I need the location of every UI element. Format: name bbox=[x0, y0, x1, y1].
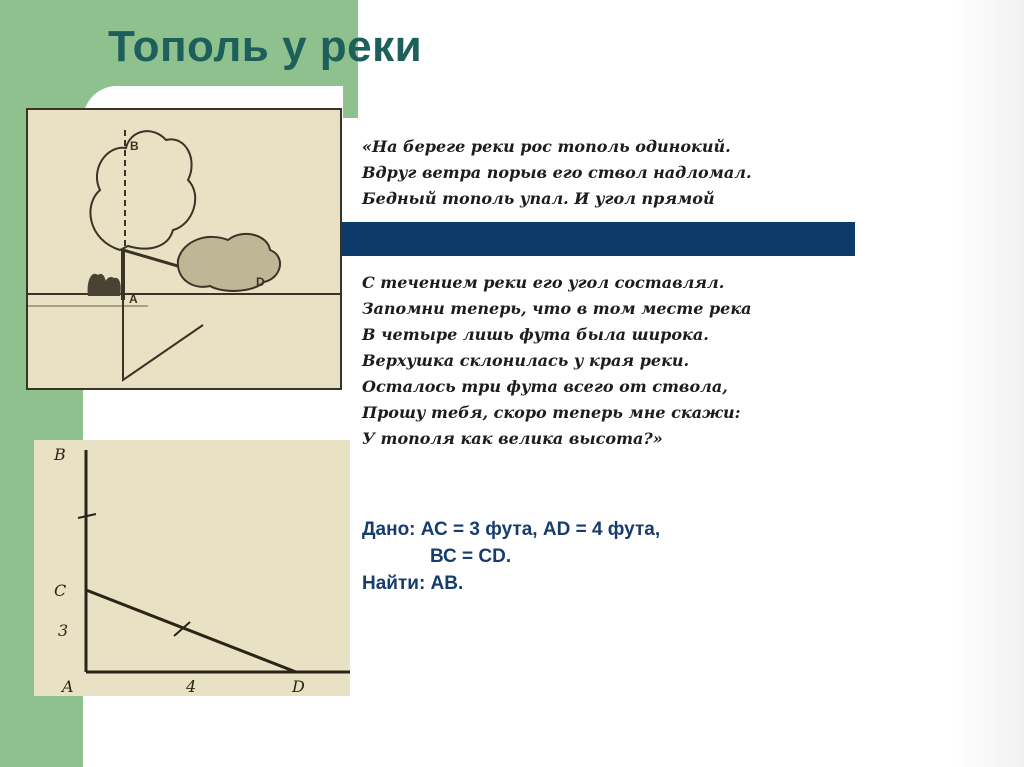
poem-line: С течением реки его угол составлял. bbox=[362, 273, 725, 292]
photo-label-a: A bbox=[129, 292, 138, 306]
poem-line: Бедный тополь упал. И угол прямой bbox=[362, 189, 715, 208]
poem-line: Запомни теперь, что в том месте река bbox=[362, 299, 752, 318]
diagram-label-d: D bbox=[292, 677, 305, 696]
fallen-crown bbox=[178, 234, 280, 291]
find-line: Найти: АВ. bbox=[362, 573, 464, 594]
poem-part-2 bbox=[362, 270, 882, 452]
triangle-diagram bbox=[34, 440, 350, 696]
slide-title: Тополь у реки bbox=[108, 22, 423, 71]
photo-label-b: B bbox=[130, 139, 139, 153]
poem-line: Прошу тебя, скоро теперь мне скажи: bbox=[362, 403, 741, 422]
poplar-illustration bbox=[26, 108, 342, 390]
poem-line: Верхушка склонилась у края реки. bbox=[362, 351, 690, 370]
poem-line: В четыре лишь фута была широка. bbox=[362, 325, 709, 344]
diagram-label-a: A bbox=[62, 677, 74, 696]
poem-line: Вдруг ветра порыв его ствол надломал. bbox=[362, 163, 752, 182]
decorative-bar bbox=[340, 222, 855, 256]
given-line: ВС = СD. bbox=[430, 546, 512, 567]
poem-line: «На береге реки рос тополь одинокий. bbox=[362, 137, 731, 156]
diagram-label-b: B bbox=[54, 445, 66, 464]
right-edge-fade bbox=[954, 0, 1024, 767]
poem-line: У тополя как велика высота?» bbox=[362, 429, 663, 448]
given-block bbox=[362, 516, 660, 597]
poem-line: Осталось три фута всего от ствола, bbox=[362, 377, 728, 396]
diagram-label-4: 4 bbox=[186, 677, 197, 696]
diagram-label-3: 3 bbox=[58, 621, 69, 640]
poem-part-1 bbox=[362, 134, 882, 212]
diagram-label-c: C bbox=[54, 581, 67, 600]
photo-label-d: D bbox=[256, 275, 265, 289]
given-line: Дано: АС = 3 фута, АD = 4 фута, bbox=[362, 519, 661, 540]
